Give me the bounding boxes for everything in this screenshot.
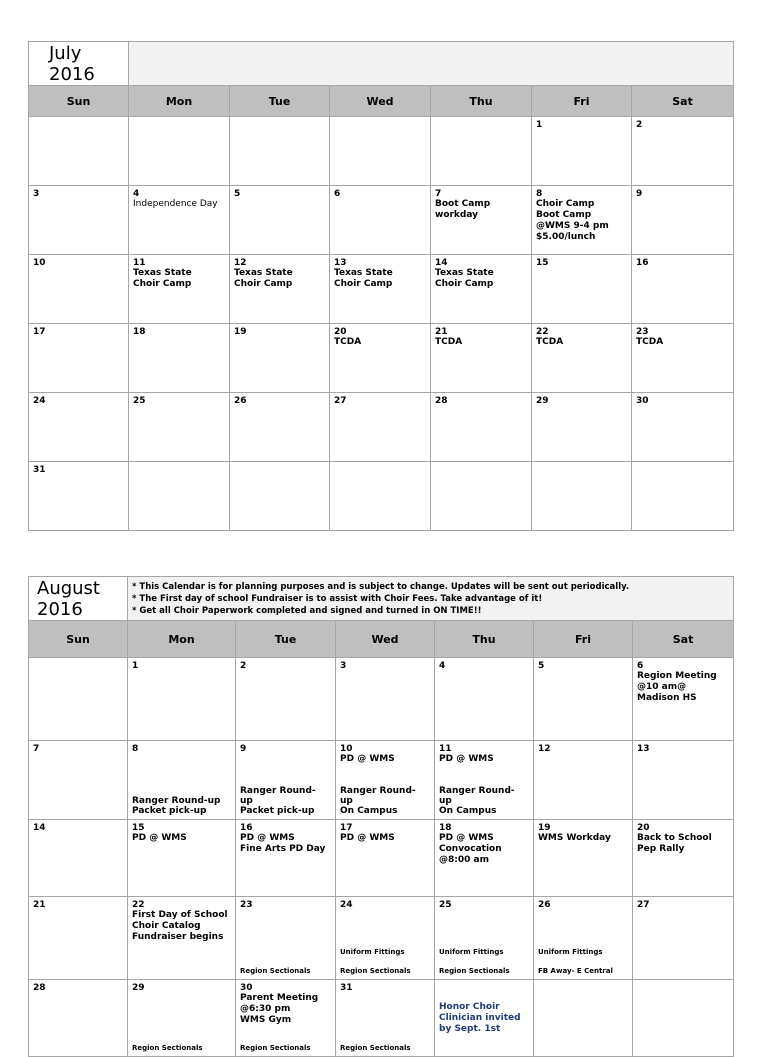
day-number: 13 xyxy=(637,744,650,754)
day-cell[interactable] xyxy=(29,117,129,186)
day-cell[interactable] xyxy=(29,393,129,462)
day-cell[interactable] xyxy=(633,820,734,897)
event-text: Ranger Round- up On Campus xyxy=(340,786,416,816)
day-number: 25 xyxy=(439,900,452,910)
notes-box xyxy=(128,577,734,621)
day-cell[interactable] xyxy=(336,897,435,980)
event-text: Ranger Round-up Packet pick-up xyxy=(132,796,221,816)
day-cell[interactable] xyxy=(431,393,532,462)
day-number: 21 xyxy=(435,327,448,337)
event-text: Choir Camp Boot Camp @WMS 9-4 pm $5.00/lunch xyxy=(536,199,609,242)
day-cell[interactable] xyxy=(29,255,129,324)
day-number: 7 xyxy=(33,744,40,754)
day-number: 9 xyxy=(636,189,643,199)
event-text: Ranger Round- up Packet pick-up xyxy=(240,786,316,816)
day-cell[interactable] xyxy=(435,980,534,1057)
day-number: 11 xyxy=(439,744,452,754)
day-number: 5 xyxy=(538,661,545,671)
day-cell[interactable] xyxy=(128,658,236,741)
day-cell[interactable] xyxy=(236,820,336,897)
event-text: Region Meeting @10 am@ Madison HS xyxy=(637,671,717,703)
day-cell[interactable] xyxy=(330,117,431,186)
day-cell[interactable] xyxy=(29,658,128,741)
day-number: 20 xyxy=(637,823,650,833)
day-cell[interactable] xyxy=(532,117,632,186)
event-text: Boot Camp workday xyxy=(435,199,491,220)
day-number: 10 xyxy=(340,744,353,754)
event-text: Uniform Fittings xyxy=(340,948,405,956)
day-cell[interactable] xyxy=(435,897,534,980)
day-number: 22 xyxy=(132,900,145,910)
day-cell[interactable] xyxy=(236,658,336,741)
weekday-header: Sat xyxy=(632,86,734,117)
day-cell[interactable] xyxy=(236,741,336,820)
day-cell[interactable] xyxy=(230,324,330,393)
day-cell[interactable] xyxy=(29,324,129,393)
day-number: 28 xyxy=(435,396,448,406)
day-number: 1 xyxy=(536,120,543,130)
day-number: 29 xyxy=(132,983,145,993)
day-cell[interactable] xyxy=(435,820,534,897)
day-number: 1 xyxy=(132,661,139,671)
day-number: 17 xyxy=(33,327,46,337)
event-text: Region Sectionals xyxy=(240,1044,311,1052)
day-cell[interactable] xyxy=(435,741,534,820)
day-cell[interactable] xyxy=(230,393,330,462)
day-number: 20 xyxy=(334,327,347,337)
day-cell[interactable] xyxy=(129,324,230,393)
weekday-header: Mon xyxy=(129,86,230,117)
day-cell[interactable] xyxy=(336,741,435,820)
day-cell[interactable] xyxy=(330,393,431,462)
day-cell[interactable] xyxy=(29,980,128,1057)
day-number: 19 xyxy=(234,327,247,337)
weekday-header: Fri xyxy=(532,86,632,117)
day-number: 6 xyxy=(334,189,341,199)
day-cell[interactable] xyxy=(236,980,336,1057)
note-line: * This Calendar is for planning purposes and is subject to change. Updates will be sent out periodically. xyxy=(132,581,630,592)
event-text: Region Sectionals xyxy=(132,1044,203,1052)
july-calendar xyxy=(28,41,734,531)
day-cell[interactable] xyxy=(129,186,230,255)
day-number: 13 xyxy=(334,258,347,268)
weekday-header: Sun xyxy=(29,86,129,117)
day-number: 14 xyxy=(435,258,448,268)
day-cell[interactable] xyxy=(29,462,129,531)
day-cell[interactable] xyxy=(236,897,336,980)
weekday-header: Sun xyxy=(29,621,128,658)
weekday-header: Sat xyxy=(633,621,734,658)
weekday-header: Wed xyxy=(336,621,435,658)
event-text: Texas State Choir Camp xyxy=(234,268,293,289)
day-cell[interactable] xyxy=(129,462,230,531)
day-number: 24 xyxy=(33,396,46,406)
day-number: 31 xyxy=(33,465,46,475)
event-text: Uniform Fittings xyxy=(439,948,504,956)
title-bar xyxy=(129,42,734,86)
day-cell[interactable] xyxy=(230,186,330,255)
event-text: PD @ WMS xyxy=(439,754,494,764)
day-cell[interactable] xyxy=(435,658,534,741)
day-cell[interactable] xyxy=(633,897,734,980)
day-cell[interactable] xyxy=(532,462,632,531)
day-cell[interactable] xyxy=(230,117,330,186)
note-line: * Get all Choir Paperwork completed and signed and turned in ON TIME!! xyxy=(132,605,482,616)
day-cell[interactable] xyxy=(632,117,734,186)
day-number: 17 xyxy=(340,823,353,833)
day-cell[interactable] xyxy=(330,462,431,531)
day-number: 18 xyxy=(439,823,452,833)
day-cell[interactable] xyxy=(128,980,236,1057)
day-number: 26 xyxy=(538,900,551,910)
day-cell[interactable] xyxy=(431,324,532,393)
honor-choir-note: Honor Choir Clinician invited by Sept. 1st xyxy=(439,1001,521,1034)
day-cell[interactable] xyxy=(431,462,532,531)
weekday-header: Tue xyxy=(236,621,336,658)
day-cell[interactable] xyxy=(632,186,734,255)
day-number: 4 xyxy=(439,661,446,671)
day-number: 6 xyxy=(637,661,644,671)
event-text: Region Sectionals xyxy=(439,967,510,975)
day-cell[interactable] xyxy=(534,980,633,1057)
day-cell[interactable] xyxy=(532,186,632,255)
day-number: 22 xyxy=(536,327,549,337)
day-cell[interactable] xyxy=(532,324,632,393)
day-cell[interactable] xyxy=(129,255,230,324)
note-line: * The First day of school Fundraiser is to assist with Choir Fees. Take advantage of it! xyxy=(132,593,543,604)
day-cell[interactable] xyxy=(129,393,230,462)
day-cell[interactable] xyxy=(431,117,532,186)
day-cell[interactable] xyxy=(230,255,330,324)
day-number: 8 xyxy=(132,744,139,754)
day-number: 2 xyxy=(240,661,247,671)
day-number: 3 xyxy=(340,661,347,671)
day-number: 27 xyxy=(637,900,650,910)
event-text: Texas State Choir Camp xyxy=(133,268,192,289)
day-number: 30 xyxy=(636,396,649,406)
day-cell[interactable] xyxy=(336,820,435,897)
day-number: 9 xyxy=(240,744,247,754)
day-number: 7 xyxy=(435,189,442,199)
event-text: Parent Meeting @6:30 pm WMS Gym xyxy=(240,993,319,1025)
day-cell[interactable] xyxy=(336,658,435,741)
event-text: WMS Workday xyxy=(538,833,611,843)
day-number: 23 xyxy=(636,327,649,337)
day-cell[interactable] xyxy=(534,658,633,741)
day-number: 16 xyxy=(240,823,253,833)
weekday-header: Mon xyxy=(128,621,236,658)
day-number: 12 xyxy=(538,744,551,754)
day-number: 11 xyxy=(133,258,146,268)
event-text: Region Sectionals xyxy=(340,1044,411,1052)
event-text: TCDA xyxy=(334,337,362,347)
day-cell[interactable] xyxy=(330,186,431,255)
event-text: Texas State Choir Camp xyxy=(334,268,393,289)
day-number: 26 xyxy=(234,396,247,406)
day-cell[interactable] xyxy=(128,741,236,820)
day-number: 4 xyxy=(133,189,140,199)
day-cell[interactable] xyxy=(128,820,236,897)
event-text: Region Sectionals xyxy=(340,967,411,975)
day-number: 3 xyxy=(33,189,40,199)
day-cell[interactable] xyxy=(336,980,435,1057)
day-cell[interactable] xyxy=(534,741,633,820)
weekday-header: Thu xyxy=(431,86,532,117)
day-cell[interactable] xyxy=(431,186,532,255)
day-number: 8 xyxy=(536,189,543,199)
day-number: 21 xyxy=(33,900,46,910)
day-number: 16 xyxy=(636,258,649,268)
event-text: PD @ WMS Fine Arts PD Day xyxy=(240,833,326,854)
day-cell[interactable] xyxy=(330,324,431,393)
event-text: FB Away- E Central xyxy=(538,967,613,975)
day-cell[interactable] xyxy=(330,255,431,324)
day-cell[interactable] xyxy=(633,741,734,820)
day-cell[interactable] xyxy=(532,255,632,324)
month-title: August 2016 xyxy=(29,577,128,621)
day-cell[interactable] xyxy=(534,897,633,980)
event-text: PD @ WMS Convocation @8:00 am xyxy=(439,833,502,865)
event-text: Independence Day xyxy=(133,199,218,209)
day-cell[interactable] xyxy=(29,741,128,820)
day-cell[interactable] xyxy=(128,897,236,980)
event-text: PD @ WMS xyxy=(132,833,187,843)
day-cell[interactable] xyxy=(29,897,128,980)
event-text: TCDA xyxy=(435,337,463,347)
day-cell[interactable] xyxy=(632,324,734,393)
day-cell[interactable] xyxy=(532,393,632,462)
day-number: 25 xyxy=(133,396,146,406)
day-number: 30 xyxy=(240,983,253,993)
day-number: 31 xyxy=(340,983,353,993)
event-text: Texas State Choir Camp xyxy=(435,268,494,289)
day-cell[interactable] xyxy=(633,658,734,741)
day-number: 12 xyxy=(234,258,247,268)
day-cell[interactable] xyxy=(29,186,129,255)
day-number: 23 xyxy=(240,900,253,910)
day-cell[interactable] xyxy=(632,393,734,462)
day-number: 10 xyxy=(33,258,46,268)
day-cell[interactable] xyxy=(632,462,734,531)
day-number: 14 xyxy=(33,823,46,833)
day-number: 5 xyxy=(234,189,241,199)
event-text: TCDA xyxy=(636,337,664,347)
day-number: 15 xyxy=(132,823,145,833)
event-text: Back to School Pep Rally xyxy=(637,833,712,854)
day-number: 15 xyxy=(536,258,549,268)
event-text: Region Sectionals xyxy=(240,967,311,975)
day-cell[interactable] xyxy=(632,255,734,324)
day-number: 19 xyxy=(538,823,551,833)
day-cell[interactable] xyxy=(633,980,734,1057)
event-text: Ranger Round- up On Campus xyxy=(439,786,515,816)
day-number: 29 xyxy=(536,396,549,406)
day-number: 24 xyxy=(340,900,353,910)
event-text: PD @ WMS xyxy=(340,754,395,764)
day-number: 18 xyxy=(133,327,146,337)
event-text: TCDA xyxy=(536,337,564,347)
day-cell[interactable] xyxy=(29,820,128,897)
day-cell[interactable] xyxy=(230,462,330,531)
august-calendar xyxy=(28,576,734,1057)
day-number: 28 xyxy=(33,983,46,993)
day-number: 2 xyxy=(636,120,643,130)
weekday-header: Wed xyxy=(330,86,431,117)
day-cell[interactable] xyxy=(129,117,230,186)
day-number: 27 xyxy=(334,396,347,406)
day-cell[interactable] xyxy=(431,255,532,324)
event-text: First Day of School Choir Catalog Fundraiser begins xyxy=(132,910,228,942)
weekday-header: Thu xyxy=(435,621,534,658)
event-text: Uniform Fittings xyxy=(538,948,603,956)
month-title: July 2016 xyxy=(29,42,129,86)
day-cell[interactable] xyxy=(534,820,633,897)
event-text: PD @ WMS xyxy=(340,833,395,843)
weekday-header: Tue xyxy=(230,86,330,117)
weekday-header: Fri xyxy=(534,621,633,658)
